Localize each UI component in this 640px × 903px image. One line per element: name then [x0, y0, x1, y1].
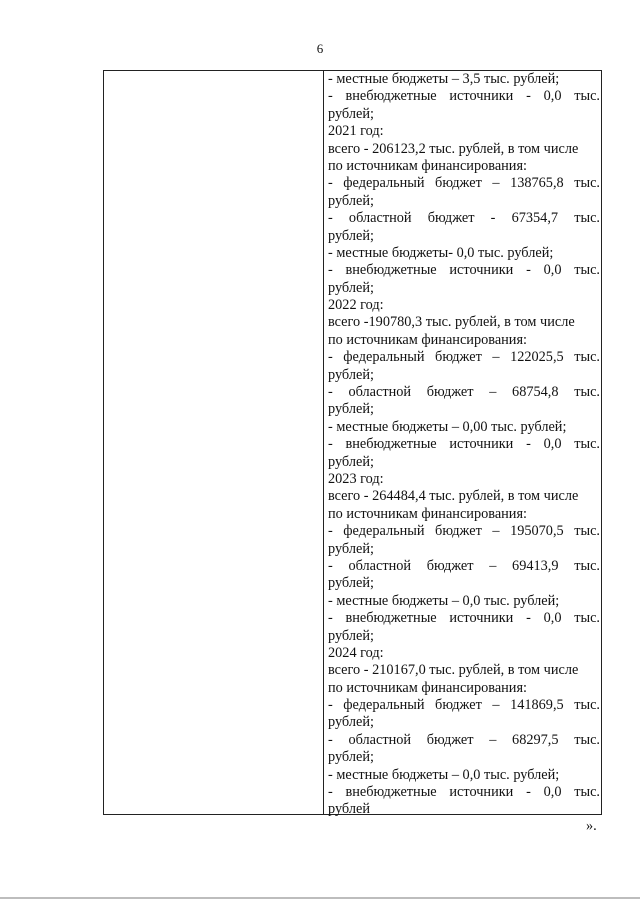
funding-line: рублей; [328, 575, 374, 592]
funding-line: - федеральный бюджет – 122025,5 тыс. [328, 349, 600, 366]
funding-line: рублей; [328, 627, 374, 644]
funding-line: - внебюджетные источники - 0,0 тыс. [328, 436, 600, 453]
funding-line: - федеральный бюджет – 195070,5 тыс. [328, 523, 600, 540]
table-right-cell [328, 71, 600, 818]
funding-line: - местные бюджеты – 0,0 тыс. рублей; [328, 592, 560, 609]
funding-line: - внебюджетные источники - 0,0 тыс. [328, 610, 600, 627]
funding-line: всего - 210167,0 тыс. рублей, в том числе [328, 662, 579, 679]
funding-line: - областной бюджет – 68754,8 тыс. [328, 384, 600, 401]
funding-line: - внебюджетные источники - 0,0 тыс. [328, 88, 600, 105]
funding-line: всего - 264484,4 тыс. рублей, в том числе [328, 488, 579, 505]
funding-line: по источникам финансирования: [328, 505, 528, 522]
table-left-cell [104, 71, 323, 814]
funding-line: 2022 год: [328, 297, 384, 314]
funding-line: рублей; [328, 192, 374, 209]
page-bottom-rule [0, 897, 640, 899]
funding-line: рублей; [328, 540, 374, 557]
funding-line: - внебюджетные источники - 0,0 тыс. [328, 262, 600, 279]
funding-line: рублей; [328, 366, 374, 383]
funding-line: - областной бюджет – 68297,5 тыс. [328, 731, 600, 748]
funding-line: рублей; [328, 714, 374, 731]
funding-line: рублей; [328, 227, 374, 244]
funding-line: 2024 год: [328, 644, 384, 661]
funding-line: - местные бюджеты – 0,00 тыс. рублей; [328, 418, 567, 435]
funding-line: рублей; [328, 453, 374, 470]
column-divider [323, 71, 324, 814]
funding-line: - областной бюджет – 69413,9 тыс. [328, 557, 600, 574]
funding-line: всего - 206123,2 тыс. рублей, в том числе [328, 140, 579, 157]
funding-line: рублей; [328, 401, 374, 418]
funding-line: - местные бюджеты – 3,5 тыс. рублей; [328, 71, 560, 87]
funding-line: рублей; [328, 279, 374, 296]
funding-line: всего -190780,3 тыс. рублей, в том числе [328, 314, 575, 331]
funding-table [103, 70, 602, 818]
page-number: 6 [316, 41, 324, 56]
funding-line: 2023 год: [328, 470, 384, 487]
funding-line: - местные бюджеты – 0,0 тыс. рублей; [328, 766, 560, 783]
closing-quote-mark: ». [586, 818, 597, 834]
funding-line: - местные бюджеты- 0,0 тыс. рублей; [328, 244, 554, 261]
funding-line: по источникам финансирования: [328, 331, 528, 348]
funding-line: рублей; [328, 749, 374, 766]
funding-line: по источникам финансирования: [328, 679, 528, 696]
funding-line: - федеральный бюджет – 141869,5 тыс. [328, 697, 600, 714]
funding-line: - областной бюджет - 67354,7 тыс. [328, 210, 600, 227]
funding-line: рублей; [328, 105, 374, 122]
funding-line: - внебюджетные источники - 0,0 тыс. [328, 784, 600, 801]
funding-line: - федеральный бюджет – 138765,8 тыс. [328, 175, 600, 192]
funding-line: рублей [328, 801, 370, 818]
funding-line: по источникам финансирования: [328, 157, 528, 174]
funding-line: 2021 год: [328, 123, 384, 140]
